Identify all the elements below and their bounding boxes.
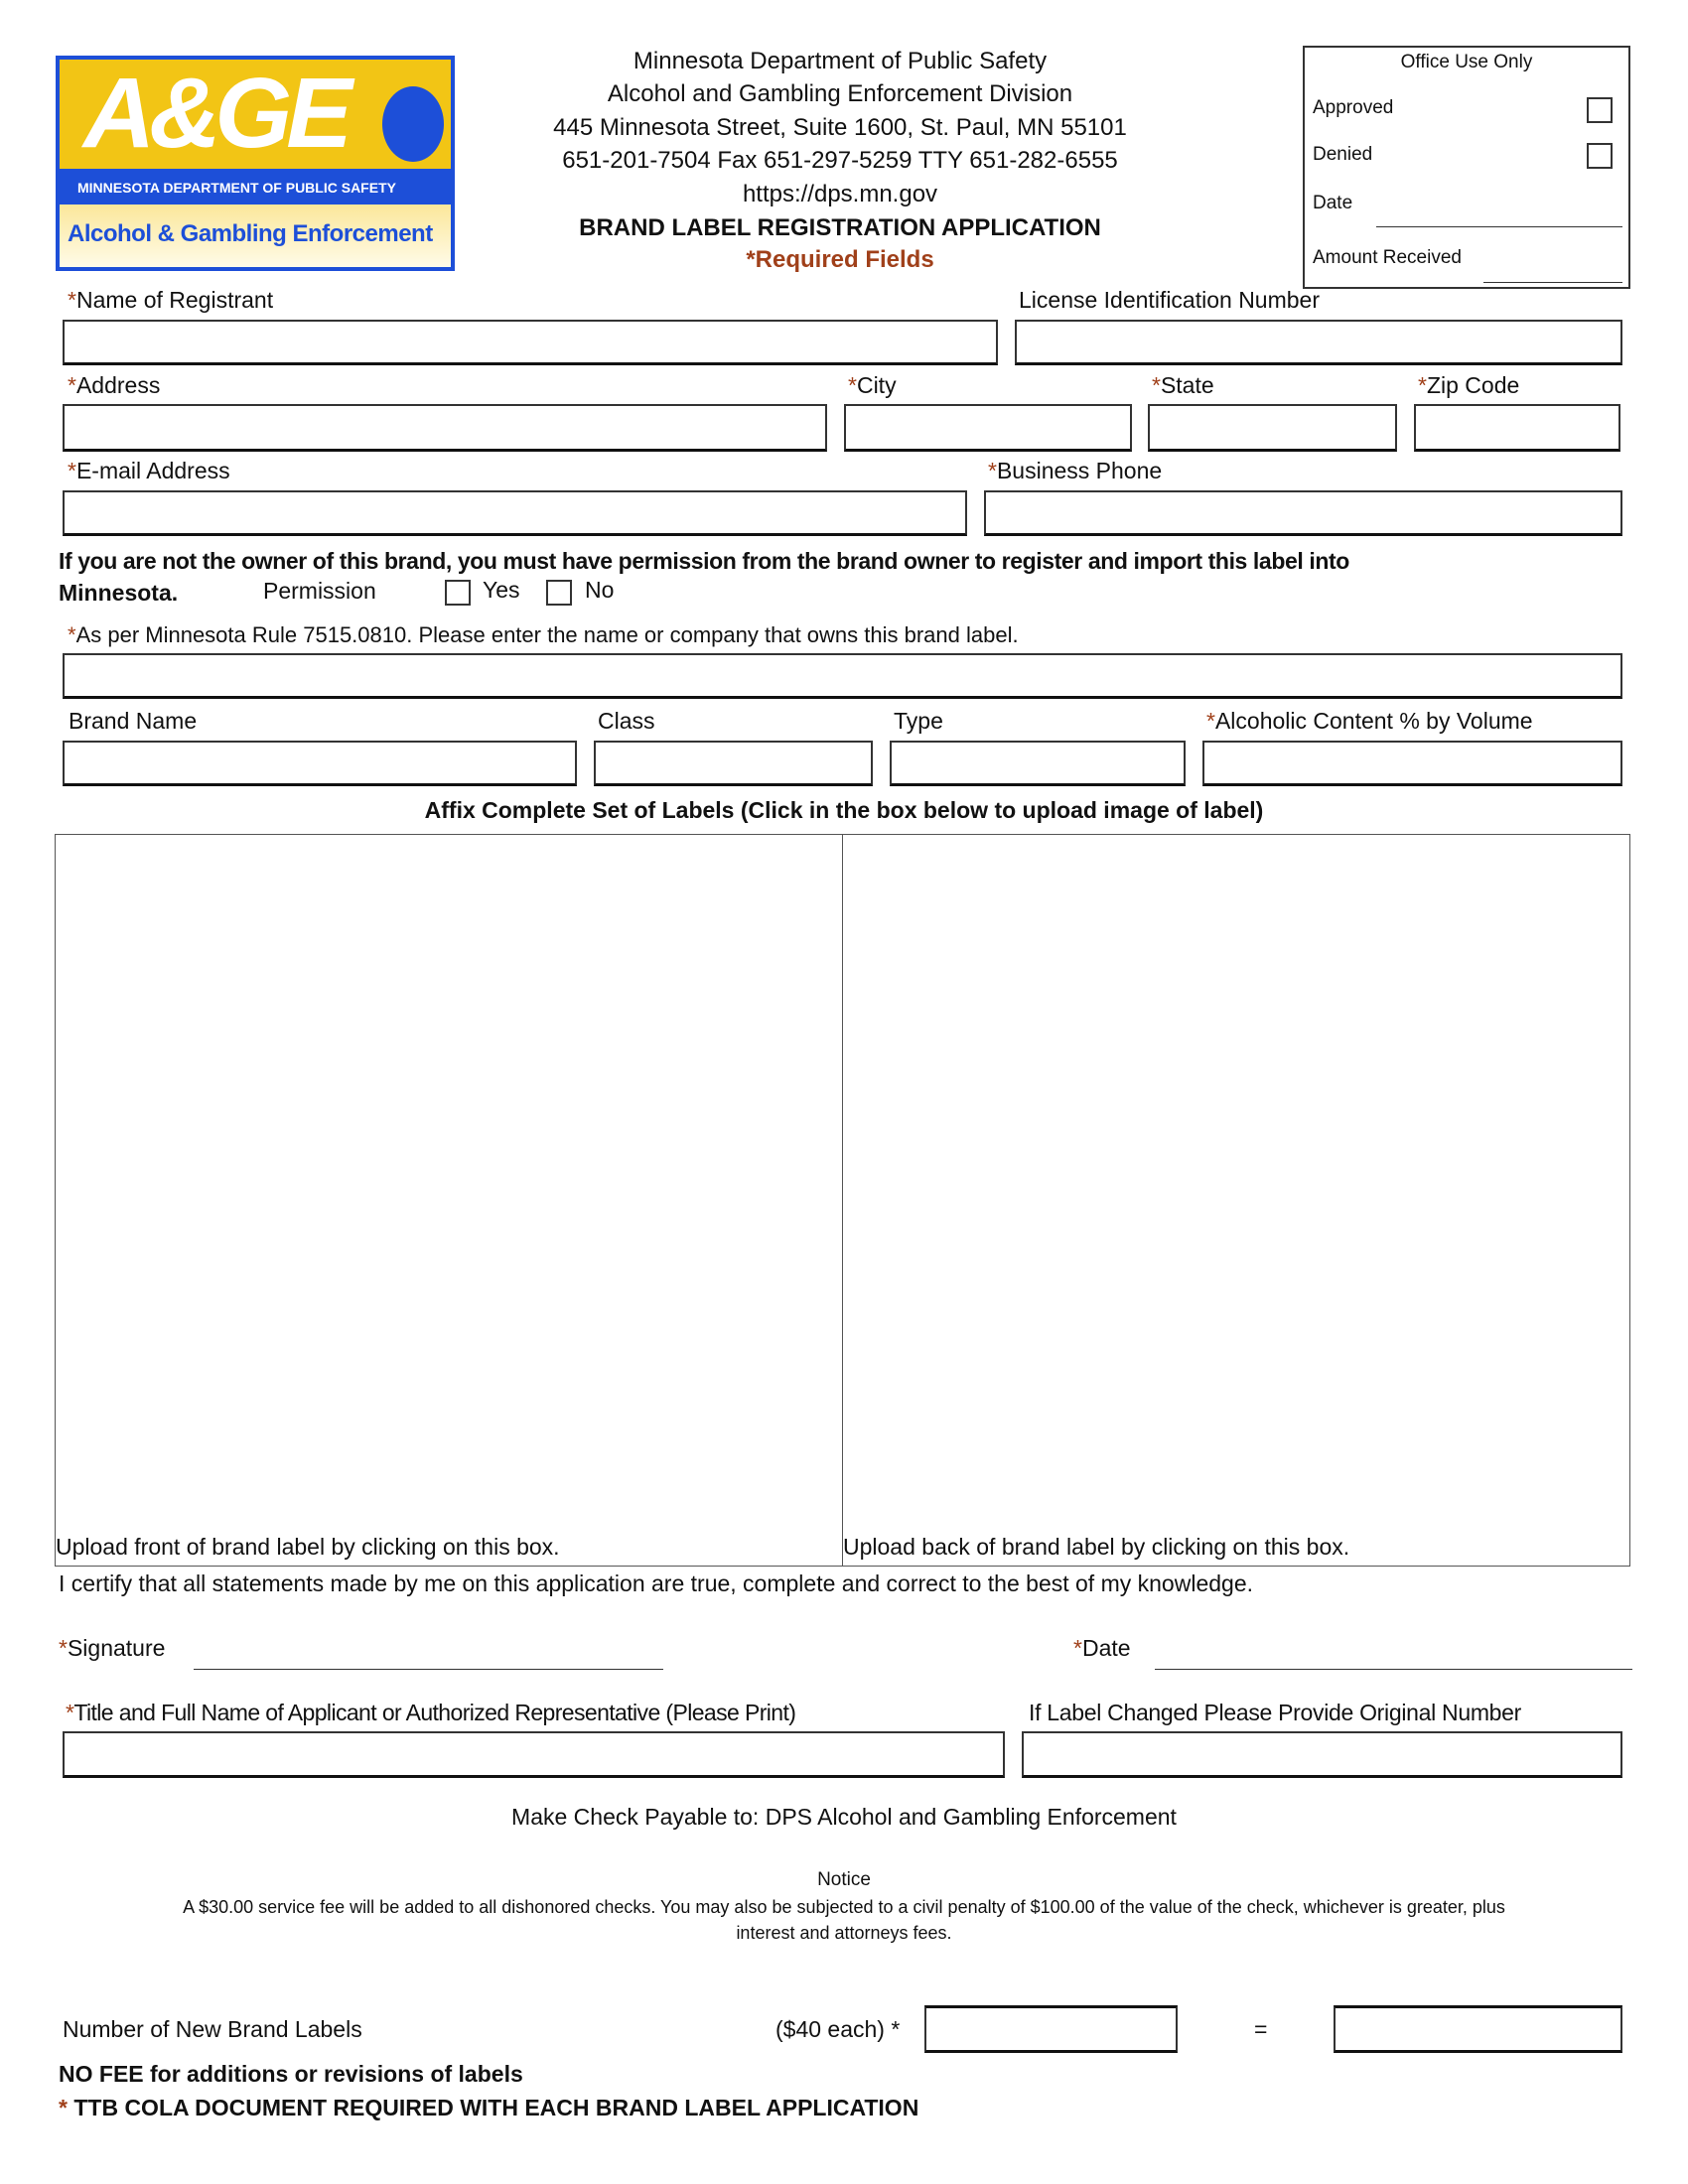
city-label: *City [848,372,897,398]
license-input[interactable] [1015,320,1622,365]
notice-title: Notice [817,1869,871,1890]
state-label: *State [1152,372,1214,398]
brand-name-input[interactable] [63,741,577,786]
office-use-box [1303,46,1630,289]
email-label: *E-mail Address [68,458,230,483]
permission-yes-label: Yes [483,577,520,603]
price-each-label: ($40 each) * [775,2016,901,2042]
original-number-label: If Label Changed Please Provide Original Number [1029,1700,1522,1725]
zip-input[interactable] [1414,404,1620,452]
required-note: *Required Fields [746,246,934,273]
signature-line[interactable] [194,1669,663,1670]
header-line: 651-201-7504 Fax 651-297-5259 TTY 651-282-6555 [562,147,1118,174]
mn-seal-icon [379,83,447,165]
equals-sign: = [1254,2016,1268,2042]
approved-checkbox[interactable] [1587,97,1613,123]
state-input[interactable] [1148,404,1397,452]
office-date-line[interactable] [1376,226,1622,227]
front-upload-caption: Upload front of brand label by clicking on this box. [56,1534,560,1561]
total-fee-input[interactable] [1334,2005,1622,2053]
certify-text: I certify that all statements made by me on this application are true, complete and correct to the best of my knowledge. [59,1570,1253,1596]
title-name-input[interactable] [63,1731,1005,1778]
permission-label: Permission [263,578,376,604]
registrant-label: *Name of Registrant [68,287,274,313]
date-line[interactable] [1155,1669,1632,1670]
header-url: https://dps.mn.gov [742,181,938,207]
labels-heading: Affix Complete Set of Labels (Click in the box below to upload image of label) [424,797,1264,823]
address-label: *Address [68,372,161,398]
permission-no-checkbox[interactable] [546,580,572,606]
permission-yes-checkbox[interactable] [445,580,471,606]
denied-label: Denied [1313,144,1373,165]
email-input[interactable] [63,490,967,536]
title-name-label: *Title and Full Name of Applicant or Authorized Representative (Please Print) [66,1700,796,1725]
logo-letters: A&GE [83,58,347,169]
permission-text: If you are not the owner of this brand, you must have permission from the brand owner to register and import this label into [59,548,1349,574]
permission-text-2: Minnesota. [59,580,179,606]
phone-input[interactable] [984,490,1622,536]
alcohol-label: *Alcoholic Content % by Volume [1206,708,1533,734]
class-input[interactable] [594,741,873,786]
amount-received-label: Amount Received [1313,247,1462,268]
brand-name-label: Brand Name [69,708,198,734]
type-input[interactable] [890,741,1186,786]
city-input[interactable] [844,404,1132,452]
license-label: License Identification Number [1019,287,1320,313]
signature-label: *Signature [59,1635,166,1661]
ttb-note: * TTB COLA DOCUMENT REQUIRED WITH EACH BRAND LABEL APPLICATION [59,2095,919,2120]
brand-owner-input[interactable] [63,653,1622,699]
date-label: *Date [1073,1635,1131,1661]
original-number-input[interactable] [1022,1731,1622,1778]
address-input[interactable] [63,404,827,452]
logo-dept: MINNESOTA DEPARTMENT OF PUBLIC SAFETY [77,180,396,196]
no-fee-note: NO FEE for additions or revisions of labels [59,2061,523,2087]
phone-label: *Business Phone [988,458,1163,483]
brand-owner-label: *As per Minnesota Rule 7515.0810. Please enter the name or company that owns this brand label. [68,622,1019,647]
notice-text: A $30.00 service fee will be added to all dishonored checks. You may also be subjected to a civil penalty of $100.00 of the value of the check, whichever is greater, plus [183,1897,1505,1917]
logo-name: Alcohol & Gambling Enforcement [68,220,433,247]
registrant-input[interactable] [63,320,998,365]
front-label-upload[interactable] [55,834,843,1567]
back-label-upload[interactable] [842,834,1630,1567]
new-labels-label: Number of New Brand Labels [63,2016,362,2042]
notice-text-2: interest and attorneys fees. [736,1923,952,1943]
header-line: Minnesota Department of Public Safety [633,48,1048,74]
age-logo [56,56,455,271]
form-title: BRAND LABEL REGISTRATION APPLICATION [579,214,1101,241]
zip-label: *Zip Code [1418,372,1520,398]
header-line: Alcohol and Gambling Enforcement Division [607,80,1073,107]
office-title: Office Use Only [1400,52,1533,72]
label-count-input[interactable] [924,2005,1178,2053]
denied-checkbox[interactable] [1587,143,1613,169]
permission-no-label: No [585,577,615,603]
class-label: Class [598,708,655,734]
amount-received-line[interactable] [1483,282,1622,283]
header-line: 445 Minnesota Street, Suite 1600, St. Paul, MN 55101 [553,114,1127,141]
type-label: Type [894,708,943,734]
alcohol-input[interactable] [1202,741,1622,786]
payable-text: Make Check Payable to: DPS Alcohol and Gambling Enforcement [511,1804,1177,1830]
office-date-label: Date [1313,193,1353,213]
approved-label: Approved [1313,97,1394,118]
back-upload-caption: Upload back of brand label by clicking on this box. [843,1534,1350,1561]
